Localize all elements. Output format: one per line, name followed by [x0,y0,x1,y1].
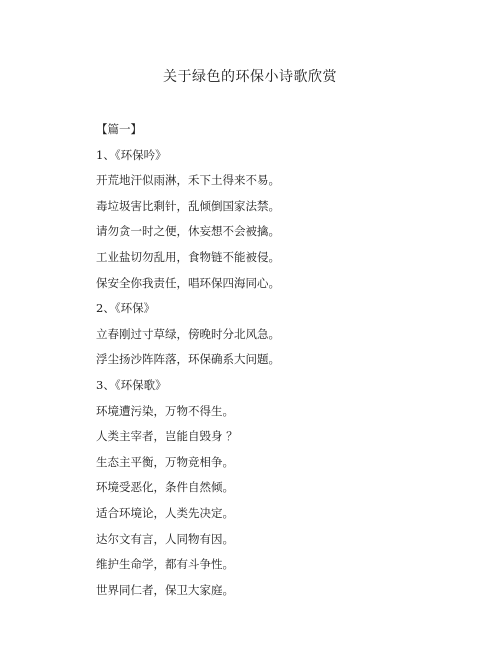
document-title: 关于绿色的环保小诗歌欣赏 [163,69,337,85]
poem-line: 生态主平衡，万物竞相争。 [96,454,234,469]
part-label: 【篇一】 [96,122,142,136]
poem-line: 保安全你我责任，唱环保四海同心。 [96,275,280,290]
poem-line: 浮尘扬沙阵阵落，环保确系大问题。 [96,352,280,367]
poem-line: 维护生命学，都有斗争性。 [96,557,234,572]
poem-line: 请勿贪一时之便，休妄想不会被擒。 [96,224,280,239]
poem-line: 环境受恶化，条件自然倾。 [96,480,234,495]
poem-line: 毒垃圾害比剩针，乱倾倒国家法禁。 [96,198,280,213]
poem-line: 开荒地汗似雨淋，禾下土得来不易。 [96,173,280,188]
poem-1 [96,143,456,297]
poem-heading: 3、《环保歌》 [96,377,167,392]
poem-line: 适合环境论，人类先决定。 [96,505,234,520]
poem-heading: 1、《环保吟》 [96,147,167,162]
poem-line: 人类主宰者，岂能自毁身 ？ [96,429,238,444]
document-body [96,117,456,603]
poem-3 [96,373,456,603]
poem-heading: 2、《环保》 [96,301,156,316]
poem-line: 环境遭污染，万物不得生。 [96,403,234,418]
poem-2 [96,296,456,373]
poem-line: 立春刚过寸草绿，傍晚时分北风急。 [96,326,280,341]
poem-line: 达尔文有言，人同物有因。 [96,531,234,546]
poem-line: 工业盐切勿乱用，食物链不能被侵。 [96,249,280,264]
poem-line: 世界同仁者，保卫大家庭。 [96,582,234,597]
